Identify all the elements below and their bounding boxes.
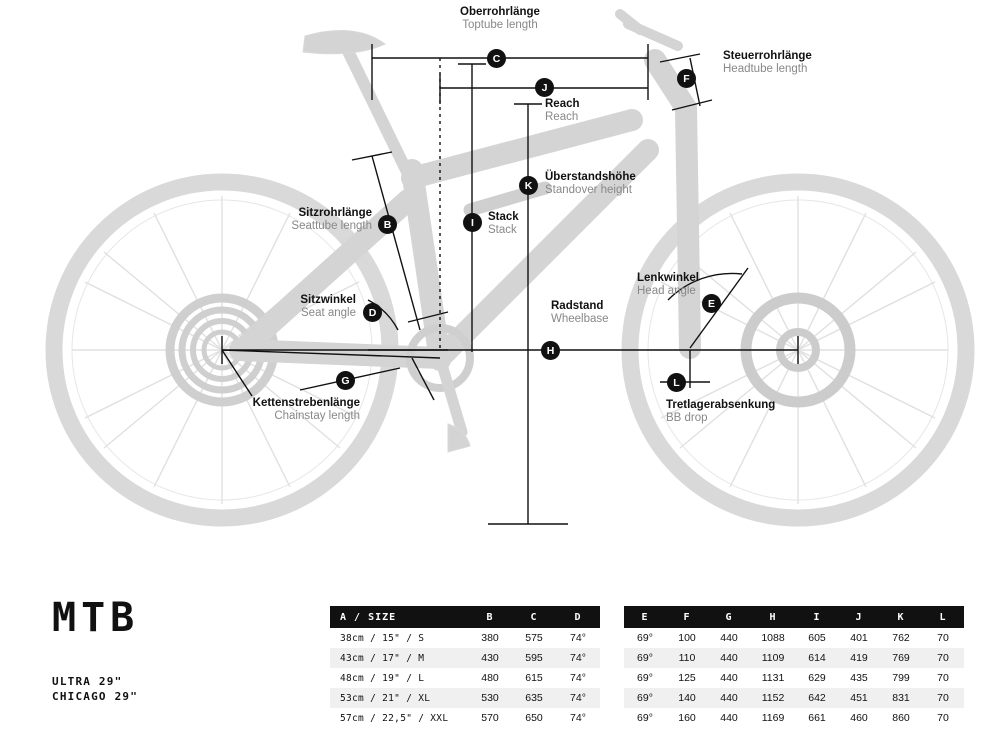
th-E: E — [624, 606, 666, 628]
cell-F: 110 — [678, 652, 696, 664]
bike-silhouette — [54, 14, 966, 518]
geometry-table-block — [0, 570, 1000, 735]
badge-J: J — [535, 78, 554, 97]
badge-G: G — [336, 371, 355, 390]
cell-C: 595 — [525, 652, 543, 664]
cell-F: 100 — [678, 632, 696, 644]
label-bbdrop: Tretlagerabsenkung BB drop — [666, 399, 776, 425]
cell-D: 74° — [570, 672, 586, 684]
cell-D: 74° — [570, 692, 586, 704]
cell-I: 605 — [808, 632, 826, 644]
page-title: MTB — [52, 595, 140, 641]
cell-gap — [600, 708, 624, 728]
cell-size: 38cm / 15" / S — [340, 632, 425, 644]
cell-K: 831 — [892, 692, 910, 704]
cell-G: 440 — [720, 632, 738, 644]
cell-G: 440 — [720, 692, 738, 704]
cell-F: 160 — [678, 712, 696, 724]
badge-F: F — [677, 69, 696, 88]
label-reach: Reach Reach — [545, 98, 580, 124]
cell-H: 1088 — [761, 632, 785, 644]
cell-C: 615 — [525, 672, 543, 684]
cell-I: 629 — [808, 672, 826, 684]
cell-H: 1152 — [761, 692, 785, 704]
cell-B: 430 — [481, 652, 499, 664]
label-seattube: Sitzrohrlänge Seattube length — [291, 207, 372, 233]
cell-K: 762 — [892, 632, 910, 644]
cell-E: 69° — [637, 652, 653, 664]
cell-size: 53cm / 21" / XL — [340, 692, 431, 704]
label-chainstay: Kettenstrebenlänge Chainstay length — [252, 397, 360, 423]
th-F: F — [666, 606, 708, 628]
cell-E: 69° — [637, 632, 653, 644]
cell-J: 419 — [850, 652, 868, 664]
model-name-2: CHICAGO 29" — [52, 689, 139, 703]
cell-G: 440 — [720, 712, 738, 724]
th-L: L — [922, 606, 964, 628]
th-D: D — [556, 606, 600, 628]
cell-B: 570 — [481, 712, 499, 724]
model-names — [52, 675, 138, 705]
cell-D: 74° — [570, 652, 586, 664]
cell-F: 140 — [678, 692, 696, 704]
cell-I: 614 — [808, 652, 826, 664]
cell-E: 69° — [637, 712, 653, 724]
badge-L: L — [667, 373, 686, 392]
cell-H: 1169 — [761, 712, 785, 724]
table-row — [330, 708, 964, 728]
badge-H: H — [541, 341, 560, 360]
cell-L: 70 — [937, 652, 949, 664]
cell-H: 1109 — [761, 652, 785, 664]
cell-E: 69° — [637, 692, 653, 704]
cell-size: 43cm / 17" / M — [340, 652, 425, 664]
badge-B: B — [378, 215, 397, 234]
cell-size: 48cm / 19" / L — [340, 672, 425, 684]
cell-D: 74° — [570, 712, 586, 724]
cell-K: 799 — [892, 672, 910, 684]
cell-C: 650 — [525, 712, 543, 724]
cell-size: 57cm / 22,5" / XXL — [340, 712, 449, 724]
cell-G: 440 — [720, 652, 738, 664]
label-standover: Überstandshöhe Standover height — [545, 171, 636, 197]
cell-B: 380 — [481, 632, 499, 644]
cell-J: 451 — [850, 692, 868, 704]
cell-K: 860 — [892, 712, 910, 724]
label-headangle: Lenkwinkel Head angle — [637, 272, 699, 298]
label-headtube: Steuerrohrlänge Headtube length — [723, 50, 812, 76]
cell-J: 401 — [850, 632, 868, 644]
cell-J: 435 — [850, 672, 868, 684]
cell-I: 642 — [808, 692, 826, 704]
cell-L: 70 — [937, 672, 949, 684]
label-wheelbase: Radstand Wheelbase — [551, 300, 609, 326]
th-I: I — [796, 606, 838, 628]
cell-L: 70 — [937, 712, 949, 724]
cell-G: 440 — [720, 672, 738, 684]
label-toptube: Oberrohrlänge Toptube length — [460, 6, 540, 32]
th-G: G — [708, 606, 750, 628]
th-B: B — [468, 606, 512, 628]
table-row — [330, 688, 964, 708]
cell-J: 460 — [850, 712, 868, 724]
th-H: H — [750, 606, 796, 628]
cell-L: 70 — [937, 632, 949, 644]
cell-K: 769 — [892, 652, 910, 664]
th-size: A / SIZE — [330, 606, 468, 628]
geometry-table — [330, 606, 964, 728]
th-C: C — [512, 606, 556, 628]
model-name-1: ULTRA 29" — [52, 675, 123, 688]
badge-K: K — [519, 176, 538, 195]
th-gap — [600, 606, 624, 628]
badge-E: E — [702, 294, 721, 313]
cell-L: 70 — [937, 692, 949, 704]
th-J: J — [838, 606, 880, 628]
cell-gap — [600, 628, 624, 648]
cell-F: 125 — [678, 672, 696, 684]
cell-E: 69° — [637, 672, 653, 684]
table-row — [330, 668, 964, 688]
cell-C: 575 — [525, 632, 543, 644]
badge-I: I — [463, 213, 482, 232]
cell-gap — [600, 688, 624, 708]
badge-C: C — [487, 49, 506, 68]
label-seatangle: Sitzwinkel Seat angle — [300, 294, 356, 320]
table-row — [330, 628, 964, 648]
table-row — [330, 648, 964, 668]
cell-D: 74° — [570, 632, 586, 644]
cell-C: 635 — [525, 692, 543, 704]
badge-D: D — [363, 303, 382, 322]
table-header-row — [330, 606, 964, 628]
cell-I: 661 — [808, 712, 826, 724]
cell-gap — [600, 668, 624, 688]
cell-gap — [600, 648, 624, 668]
label-stack: Stack Stack — [488, 211, 519, 237]
cell-B: 480 — [481, 672, 499, 684]
cell-B: 530 — [481, 692, 499, 704]
th-K: K — [880, 606, 922, 628]
cell-H: 1131 — [761, 672, 785, 684]
